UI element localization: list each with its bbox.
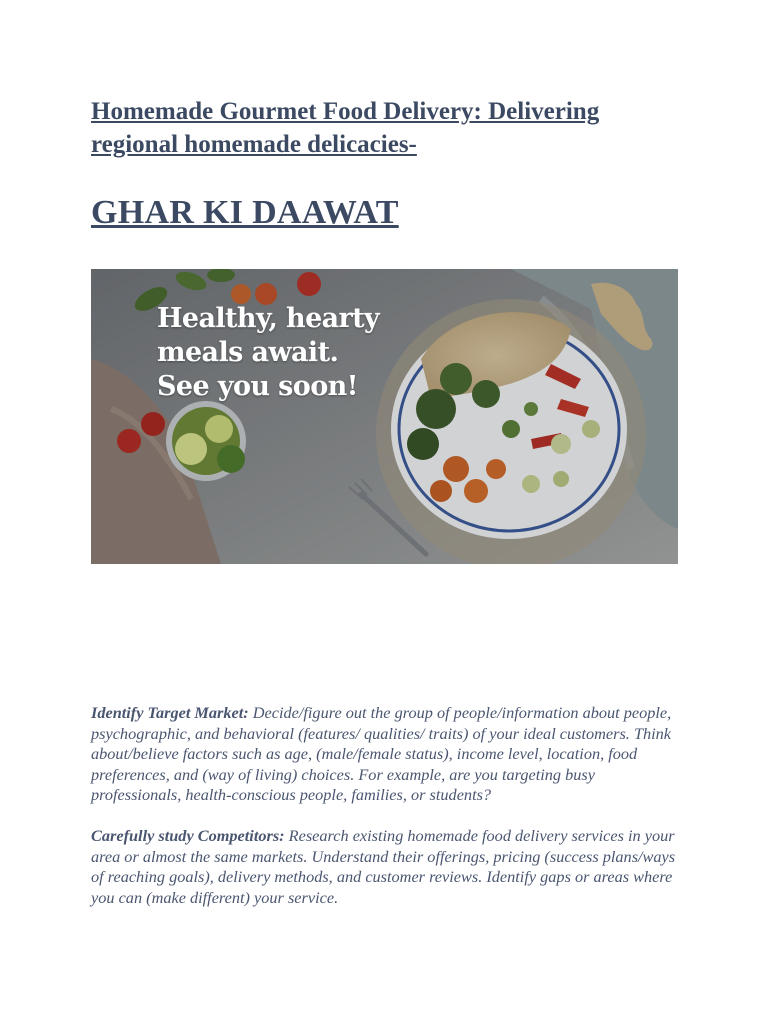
banner-line-1: Healthy, hearty [157,303,380,334]
banner-line-2: meals await. [157,337,339,368]
section-body: Research existing homemade food delivery services in your area or almost the same markets. Understand their offerings, pricing (success plans/ways of reaching goals), delivery methods, and customer reviews. Identify gaps or areas where you can (make different) your service. [91,826,676,907]
section-competitors [91,826,681,908]
section-heading: Identify Target Market: [91,703,249,722]
banner-headline [157,302,379,404]
section-target-market [91,703,681,806]
brand-name: GHAR KI DAAWAT [91,194,399,231]
banner-line-3: See you soon! [157,371,358,402]
food-banner-image [91,269,678,564]
document-title: Homemade Gourmet Food Delivery: Delivering regional homemade delicacies- [91,98,600,158]
section-body: Decide/figure out the group of people/information about people, psychographic, and behavioral (features/ qualities/ traits) of your ideal customers. Think about/believe factors such as age, (male/female status), income level, location, food preferences, and (way of living) choices. For example, are you targeting busy professionals, health-conscious people, families, or students? [91,703,672,804]
section-heading: Carefully study Competitors: [91,826,285,845]
